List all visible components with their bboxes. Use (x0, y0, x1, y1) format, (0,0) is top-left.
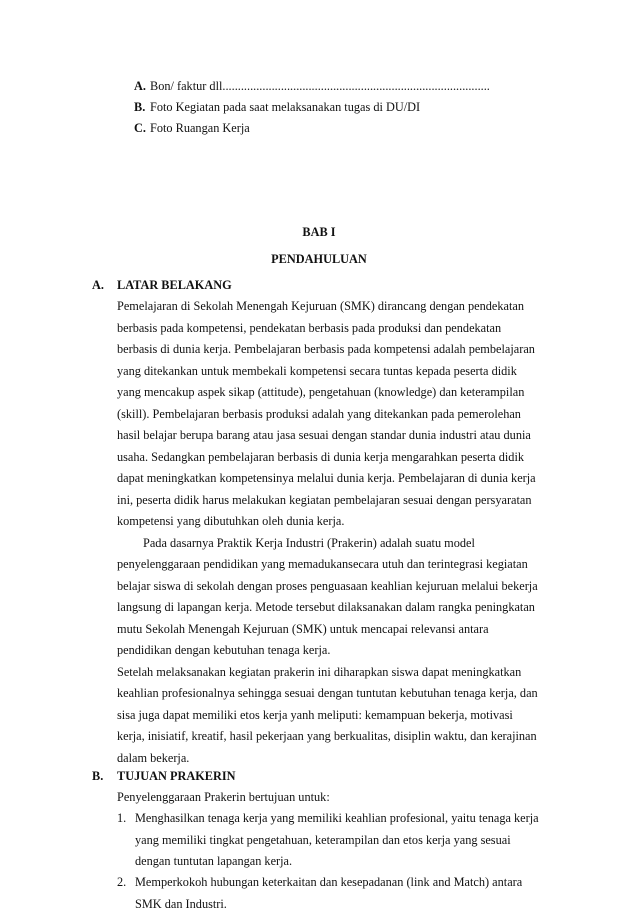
list-item-line: dengan tuntutan lapangan kerja. (135, 851, 553, 873)
attachment-marker: A. (134, 76, 150, 98)
paragraph-line: Pemelajaran di Sekolah Menengah Kejuruan (SMK) dirancang dengan pendekatan (117, 296, 557, 318)
list-item-line: SMK dan Industri. (135, 894, 553, 915)
section-b-intro: Penyelenggaraan Prakerin bertujuan untuk: (117, 787, 557, 809)
paragraph-line: berbasis di dunia kerja. Pembelajaran berbasis pada kompetensi adalah pembelajaran (117, 339, 557, 361)
attachment-text: Foto Kegiatan pada saat melaksanakan tugas di DU/DI (150, 100, 420, 114)
chapter-title: PENDAHULUAN (0, 249, 638, 271)
section-a-body (117, 296, 557, 769)
paragraph-line: langsung di lapangan kerja. Metode tersebut dilaksanakan dalam rangka peningkatan (117, 597, 557, 619)
paragraph-line: dalam bekerja. (117, 748, 557, 770)
section-heading (92, 766, 236, 788)
list-item-line: yang memiliki tingkat pengetahuan, keterampilan dan etos kerja yang sesuai (135, 830, 553, 852)
list-number: 2. (117, 872, 135, 894)
attachment-marker: C. (134, 118, 150, 140)
attachment-item (134, 118, 250, 140)
paragraph-line: kerja, inisiatif, kreatif, hasil pekerjaan yang berkualitas, disiplin waktu, dan kerajinan (117, 726, 557, 748)
section-marker: B. (92, 766, 117, 788)
paragraph-line: Setelah melaksanakan kegiatan prakerin ini diharapkan siswa dapat meningkatkan (117, 662, 557, 684)
list-item (117, 808, 557, 873)
attachment-text: Bon/ faktur dll....................................................................................... (150, 79, 490, 93)
paragraph-line: keahlian profesionalnya sehingga sesuai dengan tuntutan kebutuhan tenaga kerja, dan (117, 683, 557, 705)
paragraph-line: kompetensi yang dibutuhkan oleh dunia kerja. (117, 511, 557, 533)
paragraph-line: yang mencakup aspek sikap (attitude), pengetahuan (knowledge) dan keterampilan (117, 382, 557, 404)
attachment-item (134, 76, 490, 98)
section-marker: A. (92, 275, 117, 297)
paragraph-line: ini, peserta didik harus melakukan kegiatan pembelajaran sesuai dengan persyaratan (117, 490, 557, 512)
list-item (117, 872, 557, 915)
paragraph-line: penyelenggaraan pendidikan yang memadukansecara utuh dan terintegrasi kegiatan (117, 554, 557, 576)
paragraph-line: sisa juga dapat memiliki etos kerja yanh meliputi: kemampuan bekerja, motivasi (117, 705, 557, 727)
attachment-marker: B. (134, 97, 150, 119)
attachment-text: Foto Ruangan Kerja (150, 121, 250, 135)
list-item-line: Memperkokoh hubungan keterkaitan dan kesepadanan (link and Match) antara (135, 872, 553, 894)
list-number: 1. (117, 808, 135, 830)
section-title: TUJUAN PRAKERIN (117, 769, 236, 783)
paragraph-line: belajar siswa di sekolah dengan proses penguasaan keahlian kejuruan melalui bekerja (117, 576, 557, 598)
paragraph-line: Pada dasarnya Praktik Kerja Industri (Prakerin) adalah suatu model (117, 533, 557, 555)
paragraph-line: pendidikan dengan kebutuhan tenaga kerja. (117, 640, 557, 662)
section-heading (92, 275, 232, 297)
paragraph-line: berbasis pada kompetensi, pendekatan berbasis pada produksi dan pendekatan (117, 318, 557, 340)
attachment-item (134, 97, 420, 119)
section-title: LATAR BELAKANG (117, 278, 232, 292)
paragraph-line: usaha. Sedangkan pembelajaran berbasis di dunia kerja mengarahkan peserta didik (117, 447, 557, 469)
list-item-line: Menghasilkan tenaga kerja yang memiliki keahlian profesional, yaitu tenaga kerja (135, 808, 553, 830)
paragraph-line: mutu Sekolah Menengah Kejuruan (SMK) untuk mencapai relevansi antara (117, 619, 557, 641)
chapter-number: BAB I (0, 222, 638, 244)
paragraph-line: hasil belajar berupa barang atau jasa sesuai dengan standar dunia industri atau dunia (117, 425, 557, 447)
paragraph-line: (skill). Pembelajaran berbasis produksi adalah yang ditekankan pada pemerolehan (117, 404, 557, 426)
paragraph-line: dapat meningkatkan kompetensinya melalui dunia kerja. Pembelajaran di dunia kerja (117, 468, 557, 490)
paragraph-line: yang ditekankan untuk membekali kompetensi secara tuntas kepada peserta didik (117, 361, 557, 383)
